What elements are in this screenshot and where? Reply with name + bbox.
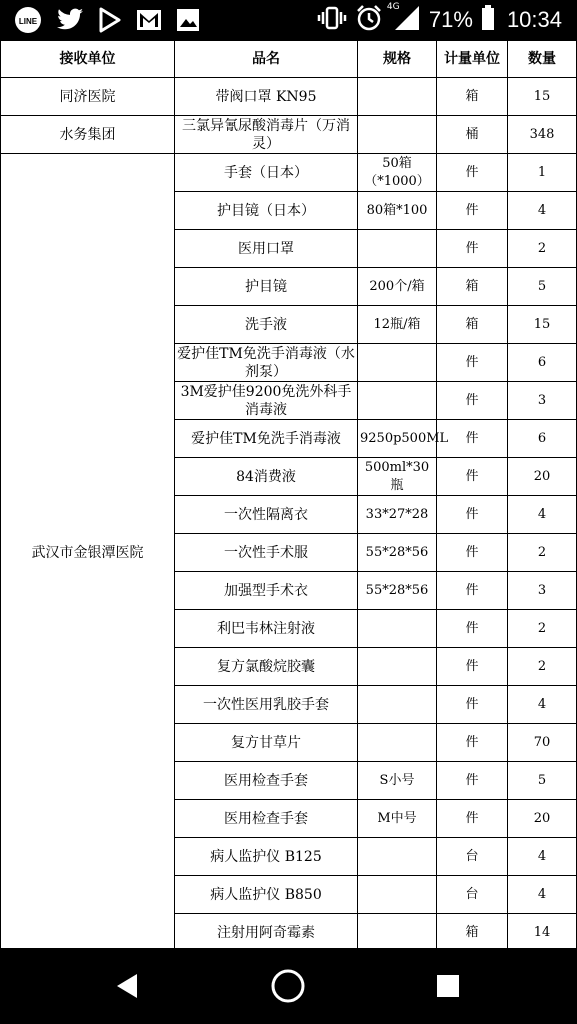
quantity-cell: 2 [508, 534, 577, 572]
spec-cell [358, 116, 437, 154]
back-icon[interactable] [108, 966, 148, 1006]
unit-cell: 件 [437, 496, 508, 534]
alarm-icon [355, 4, 383, 36]
unit-cell: 件 [437, 230, 508, 268]
spec-cell: 33*27*28 [358, 496, 437, 534]
quantity-cell: 20 [508, 458, 577, 496]
quantity-cell: 348 [508, 116, 577, 154]
quantity-cell: 1 [508, 154, 577, 192]
item-name-cell: 爱护佳TM免洗手消毒液 [175, 420, 358, 458]
unit-cell: 台 [437, 876, 508, 914]
home-icon[interactable] [268, 966, 308, 1006]
unit-cell: 件 [437, 534, 508, 572]
header-unit: 计量单位 [437, 41, 508, 78]
spec-cell [358, 914, 437, 952]
twitter-icon [56, 8, 84, 36]
unit-cell: 桶 [437, 116, 508, 154]
table-row [1, 154, 577, 192]
battery-icon [481, 5, 495, 35]
unit-cell: 件 [437, 762, 508, 800]
clock: 10:34 [506, 7, 562, 32]
unit-cell: 件 [437, 420, 508, 458]
spec-cell: S小号 [358, 762, 437, 800]
table-header-row [1, 41, 577, 78]
quantity-cell: 14 [508, 914, 577, 952]
spec-cell: 80箱*100 [358, 192, 437, 230]
unit-cell: 箱 [437, 78, 508, 116]
table-row [1, 78, 577, 116]
table-row [1, 116, 577, 154]
item-name-cell: 复方甘草片 [175, 724, 358, 762]
recipient-cell: 同济医院 [1, 78, 175, 116]
status-bar [0, 0, 576, 40]
spec-cell [358, 648, 437, 686]
spec-cell [358, 838, 437, 876]
quantity-cell: 15 [508, 78, 577, 116]
quantity-cell: 3 [508, 382, 577, 420]
navigation-bar [0, 948, 576, 1024]
spec-cell [358, 686, 437, 724]
unit-cell: 件 [437, 458, 508, 496]
quantity-cell: 4 [508, 876, 577, 914]
quantity-cell: 5 [508, 268, 577, 306]
item-name-cell: 病人监护仪 B850 [175, 876, 358, 914]
unit-cell: 件 [437, 800, 508, 838]
spec-cell [358, 230, 437, 268]
vibrate-icon [317, 5, 347, 35]
unit-cell: 件 [437, 344, 508, 382]
quantity-cell: 70 [508, 724, 577, 762]
recents-icon[interactable] [428, 966, 468, 1006]
network-type-label: 4G [386, 2, 400, 12]
spec-cell [358, 610, 437, 648]
header-spec: 规格 [358, 41, 437, 78]
recipient-cell: 武汉市金银潭医院 [1, 154, 175, 952]
spec-cell: 500ml*30瓶 [358, 458, 437, 496]
unit-cell: 件 [437, 382, 508, 420]
spec-cell [358, 724, 437, 762]
unit-cell: 箱 [437, 914, 508, 952]
unit-cell: 箱 [437, 268, 508, 306]
item-name-cell: 复方氯酸烷胶囊 [175, 648, 358, 686]
item-name-cell: 84消费液 [175, 458, 358, 496]
item-name-cell: 医用口罩 [175, 230, 358, 268]
item-name-cell: 医用检查手套 [175, 762, 358, 800]
item-name-cell: 3M爱护佳9200免洗外科手消毒液 [175, 382, 358, 420]
spec-cell: 55*28*56 [358, 572, 437, 610]
quantity-cell: 4 [508, 838, 577, 876]
spec-cell: 50箱（*1000） [358, 154, 437, 192]
gmail-icon [136, 9, 162, 35]
quantity-cell: 3 [508, 572, 577, 610]
unit-cell: 台 [437, 838, 508, 876]
item-name-cell: 一次性手术服 [175, 534, 358, 572]
spec-cell: 200个/箱 [358, 268, 437, 306]
quantity-cell: 4 [508, 686, 577, 724]
item-name-cell: 护目镜 [175, 268, 358, 306]
unit-cell: 件 [437, 686, 508, 724]
svg-text:LINE: LINE [18, 17, 38, 26]
item-name-cell: 一次性隔离衣 [175, 496, 358, 534]
quantity-cell: 5 [508, 762, 577, 800]
quantity-cell: 20 [508, 800, 577, 838]
unit-cell: 箱 [437, 306, 508, 344]
item-name-cell: 利巴韦林注射液 [175, 610, 358, 648]
spec-cell: 55*28*56 [358, 534, 437, 572]
spec-cell [358, 876, 437, 914]
item-name-cell: 一次性医用乳胶手套 [175, 686, 358, 724]
unit-cell: 件 [437, 154, 508, 192]
item-name-cell: 三氯异氰尿酸消毒片（万消灵） [175, 116, 358, 154]
item-name-cell: 爱护佳TM免洗手消毒液（水剂泵） [175, 344, 358, 382]
header-item-name: 品名 [175, 41, 358, 78]
spec-cell: 9250p500ML [358, 420, 437, 458]
item-name-cell: 手套（日本） [175, 154, 358, 192]
spec-cell [358, 344, 437, 382]
unit-cell: 件 [437, 648, 508, 686]
spec-cell [358, 78, 437, 116]
spec-cell: 12瓶/箱 [358, 306, 437, 344]
system-status [317, 4, 562, 36]
quantity-cell: 4 [508, 192, 577, 230]
quantity-cell: 4 [508, 496, 577, 534]
item-name-cell: 加强型手术衣 [175, 572, 358, 610]
header-quantity: 数量 [508, 41, 577, 78]
spec-cell: M中号 [358, 800, 437, 838]
document-view[interactable] [0, 40, 576, 948]
quantity-cell: 2 [508, 230, 577, 268]
unit-cell: 件 [437, 724, 508, 762]
play-store-icon [98, 7, 122, 37]
item-name-cell: 洗手液 [175, 306, 358, 344]
gallery-icon [176, 8, 200, 36]
header-recipient: 接收单位 [1, 41, 175, 78]
item-name-cell: 护目镜（日本） [175, 192, 358, 230]
battery-percent: 71% [428, 7, 473, 32]
item-name-cell: 病人监护仪 B125 [175, 838, 358, 876]
quantity-cell: 15 [508, 306, 577, 344]
line-app-icon [14, 6, 42, 38]
donation-table [0, 40, 577, 952]
unit-cell: 件 [437, 572, 508, 610]
unit-cell: 件 [437, 610, 508, 648]
spec-cell [358, 382, 437, 420]
item-name-cell: 医用检查手套 [175, 800, 358, 838]
quantity-cell: 6 [508, 420, 577, 458]
unit-cell: 件 [437, 192, 508, 230]
item-name-cell: 注射用阿奇霉素 [175, 914, 358, 952]
quantity-cell: 6 [508, 344, 577, 382]
table-body [1, 78, 577, 952]
quantity-cell: 2 [508, 610, 577, 648]
signal-4g-icon [386, 2, 421, 36]
quantity-cell: 2 [508, 648, 577, 686]
recipient-cell: 水务集团 [1, 116, 175, 154]
notification-icons [14, 6, 200, 38]
item-name-cell: 带阀口罩 KN95 [175, 78, 358, 116]
